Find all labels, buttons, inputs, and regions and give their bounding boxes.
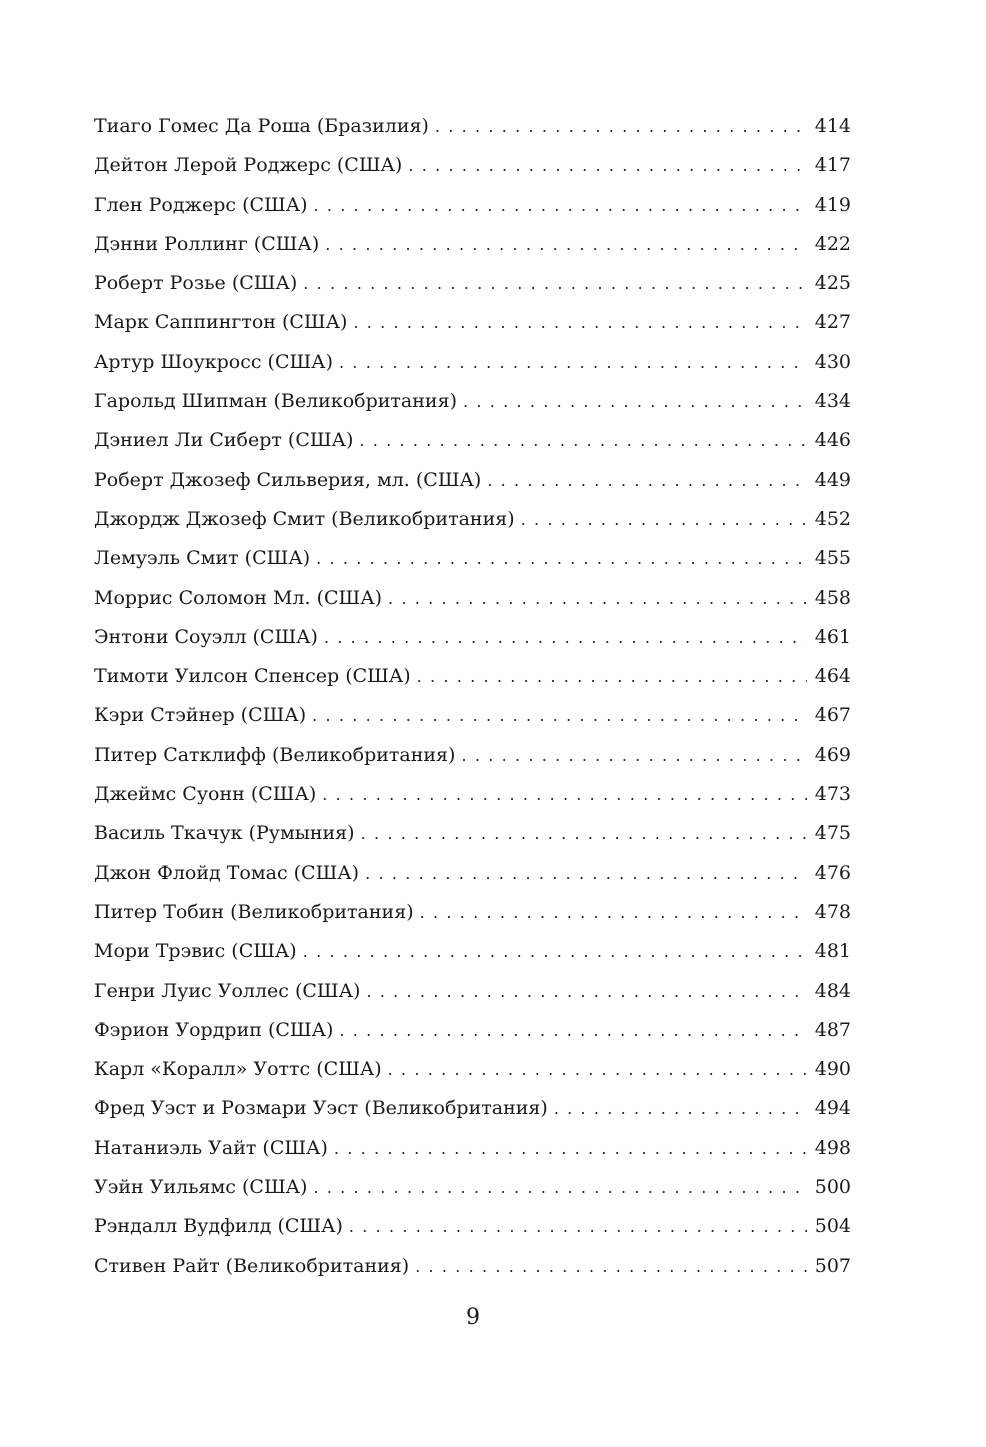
toc-entry[interactable] <box>94 854 851 893</box>
dot-leader <box>521 500 807 539</box>
dot-leader <box>408 146 806 185</box>
toc-entry-title: Дэниел Ли Сиберт (США) <box>94 429 354 452</box>
toc-entry-title: Рэндалл Вудфилд (США) <box>94 1215 343 1238</box>
toc-entry-title: Моррис Соломон Мл. (США) <box>94 586 383 609</box>
toc-entry-title: Тимоти Уилсон Спенсер (США) <box>94 665 411 688</box>
toc-entry-title: Питер Сатклифф (Великобритания) <box>94 743 456 766</box>
toc-entry-title: Джордж Джозеф Смит (Великобритания) <box>94 507 515 530</box>
toc-entry-title: Глен Роджерс (США) <box>94 193 308 216</box>
toc-entry-page: 469 <box>814 743 851 766</box>
dot-leader <box>325 225 806 264</box>
dot-leader <box>388 579 807 618</box>
toc-entry-title: Мори Трэвис (США) <box>94 940 297 963</box>
toc-entry-page: 484 <box>814 979 851 1002</box>
toc-entry-title: Тиаго Гомес Да Роша (Бразилия) <box>94 115 429 137</box>
dot-leader <box>435 107 807 146</box>
dot-leader <box>322 775 806 814</box>
toc-entry-page: 458 <box>814 586 851 609</box>
toc-entry-title: Роберт Розье (США) <box>94 272 298 295</box>
toc-entry[interactable] <box>94 736 851 775</box>
page-number: 9 <box>466 1305 480 1330</box>
toc-entry[interactable] <box>94 657 851 696</box>
toc-entry[interactable] <box>94 343 851 382</box>
dot-leader <box>487 461 806 500</box>
dot-leader <box>339 343 807 382</box>
toc-entry-page: 417 <box>814 154 851 177</box>
toc-entry-page: 476 <box>814 861 851 884</box>
dot-leader <box>334 1129 807 1168</box>
toc-entry-page: 414 <box>814 115 851 137</box>
toc-entry[interactable] <box>94 1247 851 1286</box>
dot-leader <box>365 854 807 893</box>
toc-entry-title: Натаниэль Уайт (США) <box>94 1136 328 1159</box>
dot-leader <box>463 382 807 421</box>
toc-entry[interactable] <box>94 893 851 932</box>
dot-leader <box>388 1050 807 1089</box>
toc-entry-page: 449 <box>814 468 851 491</box>
toc-entry-title: Дейтон Лерой Роджерс (США) <box>94 154 403 177</box>
toc-entry[interactable] <box>94 814 851 853</box>
toc-entry[interactable] <box>94 972 851 1011</box>
toc-entry[interactable] <box>94 303 851 342</box>
dot-leader <box>554 1089 807 1128</box>
toc-entry[interactable] <box>94 225 851 264</box>
toc-entry[interactable] <box>94 1011 851 1050</box>
toc-entry[interactable] <box>94 186 851 225</box>
dot-leader <box>303 264 806 303</box>
toc-entry-page: 425 <box>814 272 851 295</box>
toc-entry-title: Кэри Стэйнер (США) <box>94 704 307 727</box>
toc-entry-page: 419 <box>814 193 851 216</box>
dot-leader <box>324 618 807 657</box>
toc-entry[interactable] <box>94 1207 851 1246</box>
dot-leader <box>316 539 807 578</box>
toc-entry-title: Марк Саппингтон (США) <box>94 311 348 334</box>
toc-entry[interactable] <box>94 618 851 657</box>
toc-entry-title: Генри Луис Уоллес (США) <box>94 979 361 1002</box>
dot-leader <box>314 186 807 225</box>
dot-leader <box>339 1011 806 1050</box>
toc-entry-page: 434 <box>814 390 851 413</box>
dot-leader <box>417 657 807 696</box>
toc-entry-page: 427 <box>814 311 851 334</box>
dot-leader <box>420 893 807 932</box>
toc-entry-page: 452 <box>814 507 851 530</box>
toc-entry[interactable] <box>94 421 851 460</box>
toc-entry[interactable] <box>94 264 851 303</box>
toc-entry[interactable] <box>94 579 851 618</box>
dot-leader <box>353 303 806 342</box>
toc-entry[interactable] <box>94 775 851 814</box>
toc-entry-title: Питер Тобин (Великобритания) <box>94 900 414 923</box>
toc-entry-title: Стивен Райт (Великобритания) <box>94 1254 410 1277</box>
toc-entry-page: 498 <box>814 1136 851 1159</box>
toc-entry[interactable] <box>94 461 851 500</box>
dot-leader <box>303 932 807 971</box>
toc-entry[interactable] <box>94 1168 851 1207</box>
toc-entry-page: 461 <box>814 625 851 648</box>
toc-entry-page: 455 <box>814 547 851 570</box>
toc-entry[interactable] <box>94 500 851 539</box>
toc-entry-title: Карл «Коралл» Уоттс (США) <box>94 1058 382 1081</box>
dot-leader <box>349 1207 807 1246</box>
toc-entry-page: 507 <box>814 1254 851 1277</box>
toc-entry-title: Гарольд Шипман (Великобритания) <box>94 390 457 413</box>
dot-leader <box>313 1168 806 1207</box>
toc-entry-page: 430 <box>814 350 851 373</box>
toc-entry-title: Василь Ткачук (Румыния) <box>94 822 355 845</box>
toc-entry-title: Джеймс Суонн (США) <box>94 783 317 806</box>
toc-entry[interactable] <box>94 1089 851 1128</box>
toc-entry[interactable] <box>94 932 851 971</box>
toc-entry[interactable] <box>94 146 851 185</box>
toc-entry-page: 487 <box>814 1018 851 1041</box>
dot-leader <box>312 696 807 735</box>
dot-leader <box>415 1247 807 1286</box>
toc-entry-page: 422 <box>814 232 851 255</box>
toc-entry-title: Фред Уэст и Розмари Уэст (Великобритания) <box>94 1097 548 1120</box>
toc-entry-page: 481 <box>814 940 851 963</box>
toc-entry-title: Уэйн Уильямс (США) <box>94 1176 308 1199</box>
toc-entry[interactable] <box>94 1129 851 1168</box>
toc-entry-title: Фэрион Уордрип (США) <box>94 1018 334 1041</box>
dot-leader <box>366 972 806 1011</box>
toc-entry-title: Джон Флойд Томас (США) <box>94 861 360 884</box>
toc-entry-page: 500 <box>814 1176 851 1199</box>
toc-entry-page: 473 <box>814 783 851 806</box>
toc-entry-page: 475 <box>814 822 851 845</box>
toc-entry-title: Роберт Джозеф Сильверия, мл. (США) <box>94 468 482 491</box>
toc-entry[interactable] <box>94 107 851 146</box>
toc-entry[interactable] <box>94 1050 851 1089</box>
toc-entry-page: 446 <box>814 429 851 452</box>
toc-entry-title: Дэнни Роллинг (США) <box>94 232 320 255</box>
dot-leader <box>361 814 807 853</box>
toc-entry-title: Артур Шоукросс (США) <box>94 350 333 373</box>
toc-entry-page: 490 <box>814 1058 851 1081</box>
toc-entry[interactable] <box>94 696 851 735</box>
toc-entry[interactable] <box>94 382 851 421</box>
toc-entry-page: 494 <box>814 1097 851 1120</box>
toc-entry-page: 478 <box>814 900 851 923</box>
toc-entry[interactable] <box>94 539 851 578</box>
toc-entry-page: 467 <box>814 704 851 727</box>
toc-entry-title: Лемуэль Смит (США) <box>94 547 311 570</box>
toc-entry-page: 504 <box>814 1215 851 1238</box>
toc-entry-page: 464 <box>814 665 851 688</box>
dot-leader <box>461 736 806 775</box>
toc-entry-title: Энтони Соуэлл (США) <box>94 625 318 648</box>
table-of-contents <box>94 107 851 1286</box>
dot-leader <box>359 421 806 460</box>
